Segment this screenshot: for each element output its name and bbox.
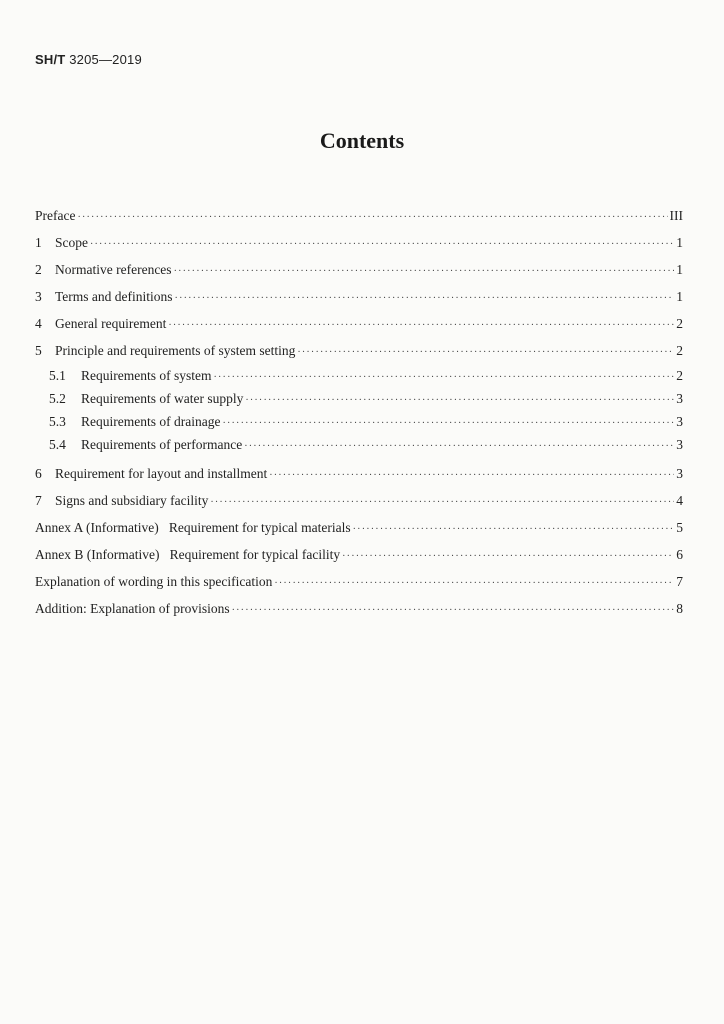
toc-entry-page: 3 xyxy=(676,437,683,452)
toc-entry-label: Annex A (Informative) Requirement for typical materials xyxy=(35,520,351,535)
toc-entry-label: Normative references xyxy=(55,262,172,277)
toc-entry-terms-and-definitions[interactable] xyxy=(35,283,683,310)
toc-entry-label: Requirements of performance xyxy=(81,437,243,452)
dot-leader xyxy=(297,339,674,366)
toc-entry-number: 6 xyxy=(35,466,42,481)
toc-entry-page: 1 xyxy=(676,262,683,277)
toc-entry-label: Preface xyxy=(35,208,76,223)
table-of-contents xyxy=(35,202,683,622)
toc-entry-label: Scope xyxy=(55,235,88,250)
toc-entry-page: 6 xyxy=(676,547,683,562)
toc-entry-page: 1 xyxy=(676,235,683,250)
toc-entry-general-requirement[interactable] xyxy=(35,310,683,337)
toc-entry-requirements-of-system[interactable] xyxy=(35,364,683,387)
dot-leader xyxy=(274,570,674,597)
document-code-number: 3205—2019 xyxy=(69,52,142,67)
toc-entry-requirements-of-water-supply[interactable] xyxy=(35,387,683,410)
toc-entry-label: General requirement xyxy=(55,316,167,331)
toc-entry-page: 8 xyxy=(676,601,683,616)
toc-entry-number: 5 xyxy=(35,343,42,358)
toc-entry-number: 5.4 xyxy=(49,437,66,452)
dot-leader xyxy=(342,543,674,570)
toc-entry-number: 3 xyxy=(35,289,42,304)
toc-entry-label: Addition: Explanation of provisions xyxy=(35,601,230,616)
toc-entry-page: 2 xyxy=(676,368,683,383)
toc-entry-number: 4 xyxy=(35,316,42,331)
toc-entry-label: Requirements of water supply xyxy=(81,391,244,406)
dot-leader xyxy=(245,389,674,412)
dot-leader xyxy=(175,285,675,312)
document-code xyxy=(35,52,142,67)
toc-entry-page: 5 xyxy=(676,520,683,535)
toc-entry-layout-and-installment[interactable] xyxy=(35,460,683,487)
toc-entry-page: 7 xyxy=(676,574,683,589)
toc-entry-label: Signs and subsidiary facility xyxy=(55,493,209,508)
toc-entry-page: III xyxy=(669,208,683,223)
dot-leader xyxy=(232,597,675,624)
toc-entry-annex-b[interactable] xyxy=(35,541,683,568)
dot-leader xyxy=(77,204,667,231)
toc-entry-page: 4 xyxy=(676,493,683,508)
toc-entry-number: 5.1 xyxy=(49,368,66,383)
toc-entry-number: 1 xyxy=(35,235,42,250)
toc-entry-number: 7 xyxy=(35,493,42,508)
toc-entry-page: 2 xyxy=(676,343,683,358)
toc-entry-explanation-of-wording[interactable] xyxy=(35,568,683,595)
toc-entry-explanation-of-provisions[interactable] xyxy=(35,595,683,622)
toc-entry-label: Terms and definitions xyxy=(55,289,173,304)
toc-entry-page: 1 xyxy=(676,289,683,304)
toc-entry-normative-references[interactable] xyxy=(35,256,683,283)
toc-entry-preface[interactable] xyxy=(35,202,683,229)
toc-entry-number: 2 xyxy=(35,262,42,277)
toc-entry-label: Annex B (Informative) Requirement for typical facility xyxy=(35,547,341,562)
dot-leader xyxy=(244,435,674,458)
dot-leader xyxy=(222,412,674,435)
dot-leader xyxy=(174,258,675,285)
page-title: Contents xyxy=(319,128,405,153)
dot-leader xyxy=(213,366,674,389)
dot-leader xyxy=(168,312,674,339)
toc-entry-label: Requirement for layout and installment xyxy=(55,466,268,481)
toc-entry-label: Explanation of wording in this specification xyxy=(35,574,273,589)
toc-entry-page: 3 xyxy=(676,391,683,406)
toc-entry-requirements-of-performance[interactable] xyxy=(35,433,683,456)
toc-entry-principle-and-requirements[interactable] xyxy=(35,337,683,364)
document-code-prefix: SH/T xyxy=(35,52,66,67)
toc-entry-page: 3 xyxy=(676,414,683,429)
toc-entry-label: Requirements of drainage xyxy=(81,414,221,429)
toc-entry-signs-and-subsidiary-facility[interactable] xyxy=(35,487,683,514)
toc-entry-annex-a[interactable] xyxy=(35,514,683,541)
toc-entry-label: Requirements of system xyxy=(81,368,212,383)
toc-entry-number: 5.2 xyxy=(49,391,66,406)
dot-leader xyxy=(210,489,674,516)
toc-entry-label: Principle and requirements of system setting xyxy=(55,343,296,358)
toc-entry-scope[interactable] xyxy=(35,229,683,256)
dot-leader xyxy=(353,516,675,543)
toc-entry-number: 5.3 xyxy=(49,414,66,429)
dot-leader xyxy=(269,462,674,489)
dot-leader xyxy=(90,231,674,258)
toc-entry-page: 2 xyxy=(676,316,683,331)
toc-entry-requirements-of-drainage[interactable] xyxy=(35,410,683,433)
toc-entry-page: 3 xyxy=(676,466,683,481)
